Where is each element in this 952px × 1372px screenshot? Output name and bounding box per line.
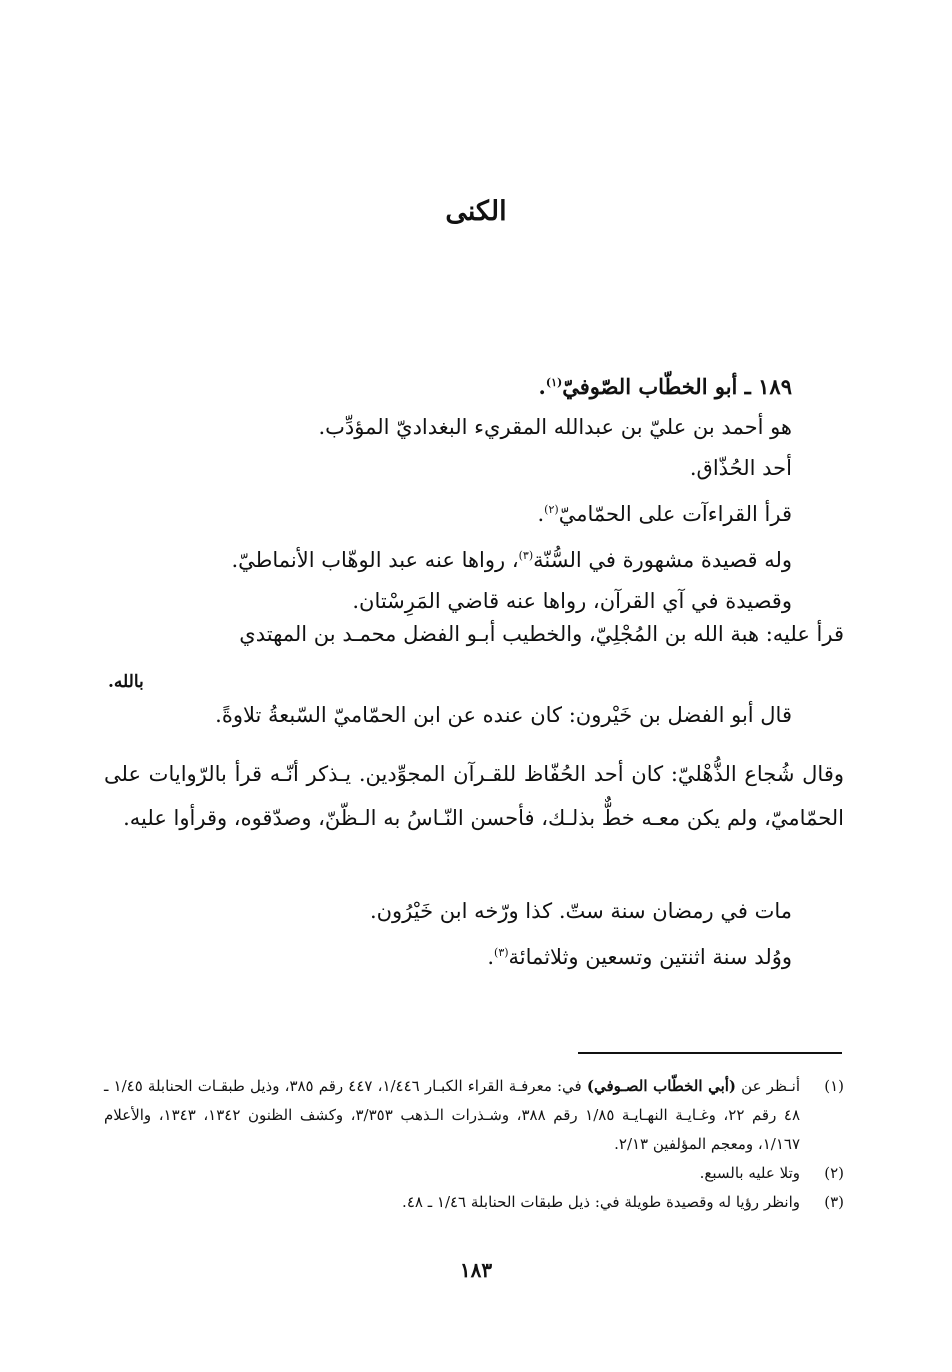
footnote-item — [104, 1072, 844, 1159]
entry-block-2 — [92, 695, 792, 736]
footnote-number: (٢) — [824, 1164, 844, 1182]
text-line-5: وقصيدة في آي القرآن، رواها عنه قاضي المَرِسْتان. — [352, 589, 792, 613]
text-paragraph-8: وقال شُجاع الذُّهْليّ: كان أحد الحُفّاظ للقـرآن المجوِّدين. يـذكر أنّـه قرأ بالرّوايات على الحمّاميّ، ولم يكن معـه خطٌّ بذلـك، فأحسن النّـاسُ به الـظّنّ، وصدّقوه، وقرأوا عليه. — [104, 762, 844, 830]
footnote-ref-1[interactable]: (١) — [545, 376, 563, 389]
text-line-6: قرأ عليه: هبة الله بن المُجْلِيّ، والخطيب أبـو الفضل محمـد بن المهتدي — [239, 622, 844, 646]
footnote-ref-2[interactable]: (٢) — [544, 503, 559, 516]
text-line-3-end: . — [537, 502, 545, 526]
entry-block-3 — [92, 891, 792, 978]
entry-heading-end: . — [538, 374, 546, 399]
text-line-3 — [92, 489, 792, 535]
footnote-item — [104, 1159, 844, 1188]
text-line-6-trail: بالله. — [108, 672, 144, 692]
text-line-2: أحد الحُذّاق. — [689, 456, 792, 480]
text-line-3-body: قرأ القراءآت على الحمّاميّ — [558, 502, 792, 526]
text-line-4-a: وله قصيدة مشهورة في السُّنّة — [533, 548, 792, 572]
footnote-number: (١) — [824, 1077, 844, 1095]
footnote-divider — [578, 1052, 842, 1054]
text-line-10-a: ووُلد سنة اثنتين وتسعين وثلاثمائة — [508, 945, 792, 969]
footnote-text: وانظر رؤيا له وقصيدة طويلة في: ذيل طبقات الحنابلة ١/٤٦ ـ ٤٨. — [402, 1193, 800, 1211]
section-title: الكنى — [445, 196, 507, 227]
text-line-10-end: . — [487, 945, 495, 969]
entry-block-1 — [92, 362, 792, 622]
text-line-7: قال أبو الفضل بن خَيْرون: كان عنده عن ابن الحمّاميّ السّبعةُ تلاوةً. — [215, 703, 792, 727]
text-line-4-b: ، رواها عنه عبد الوهّاب الأنماطيّ. — [231, 548, 519, 572]
text-line-10 — [92, 932, 792, 978]
footnote-ref-3[interactable]: (٣) — [518, 549, 534, 562]
footnote-text — [104, 1072, 800, 1159]
footnote-prefix: أنـظر عن — [736, 1077, 800, 1095]
entry-heading — [92, 362, 792, 407]
footnote-body: في: معرفـة القراء الكبـار ١/٤٤٦، ٤٤٧ رقم ٣٨٥، وذيل طبقـات الحنابلة ١/٤٥ ـ ٤٨ رقم ٢٢، وغـايـة النهـايـة ١/٨٥ رقم ٣٨٨، وشـذرات الـذهب ٣/٣٥٣، وكشف الظنون ١٣٤٢، ١٣٤٣، والأعلام ١/١٦٧، ومعجم المؤلفين ٢/١٣. — [104, 1077, 801, 1153]
footnotes — [104, 1072, 844, 1217]
entry-heading-text: ١٨٩ ـ أبو الخطّاب الصّوفيّ — [562, 374, 792, 399]
text-line-1: هو أحمد بن عليّ بن عبدالله المقريء البغداديّ المؤدِّب. — [318, 415, 792, 439]
footnote-number: (٣) — [824, 1193, 844, 1211]
footnote-text: وتلا عليه بالسبع. — [699, 1164, 800, 1182]
footnote-item — [104, 1188, 844, 1217]
text-line-4 — [92, 535, 792, 581]
page-number: ١٨٣ — [459, 1258, 493, 1282]
text-line-9: مات في رمضان سنة ستّ. كذا ورّخه ابن خَيْرُون. — [369, 899, 792, 923]
footnote-bold-title: (أبي الخطّاب الصـوفي) — [586, 1077, 737, 1095]
footnote-ref-3b[interactable]: (٣) — [494, 946, 509, 959]
